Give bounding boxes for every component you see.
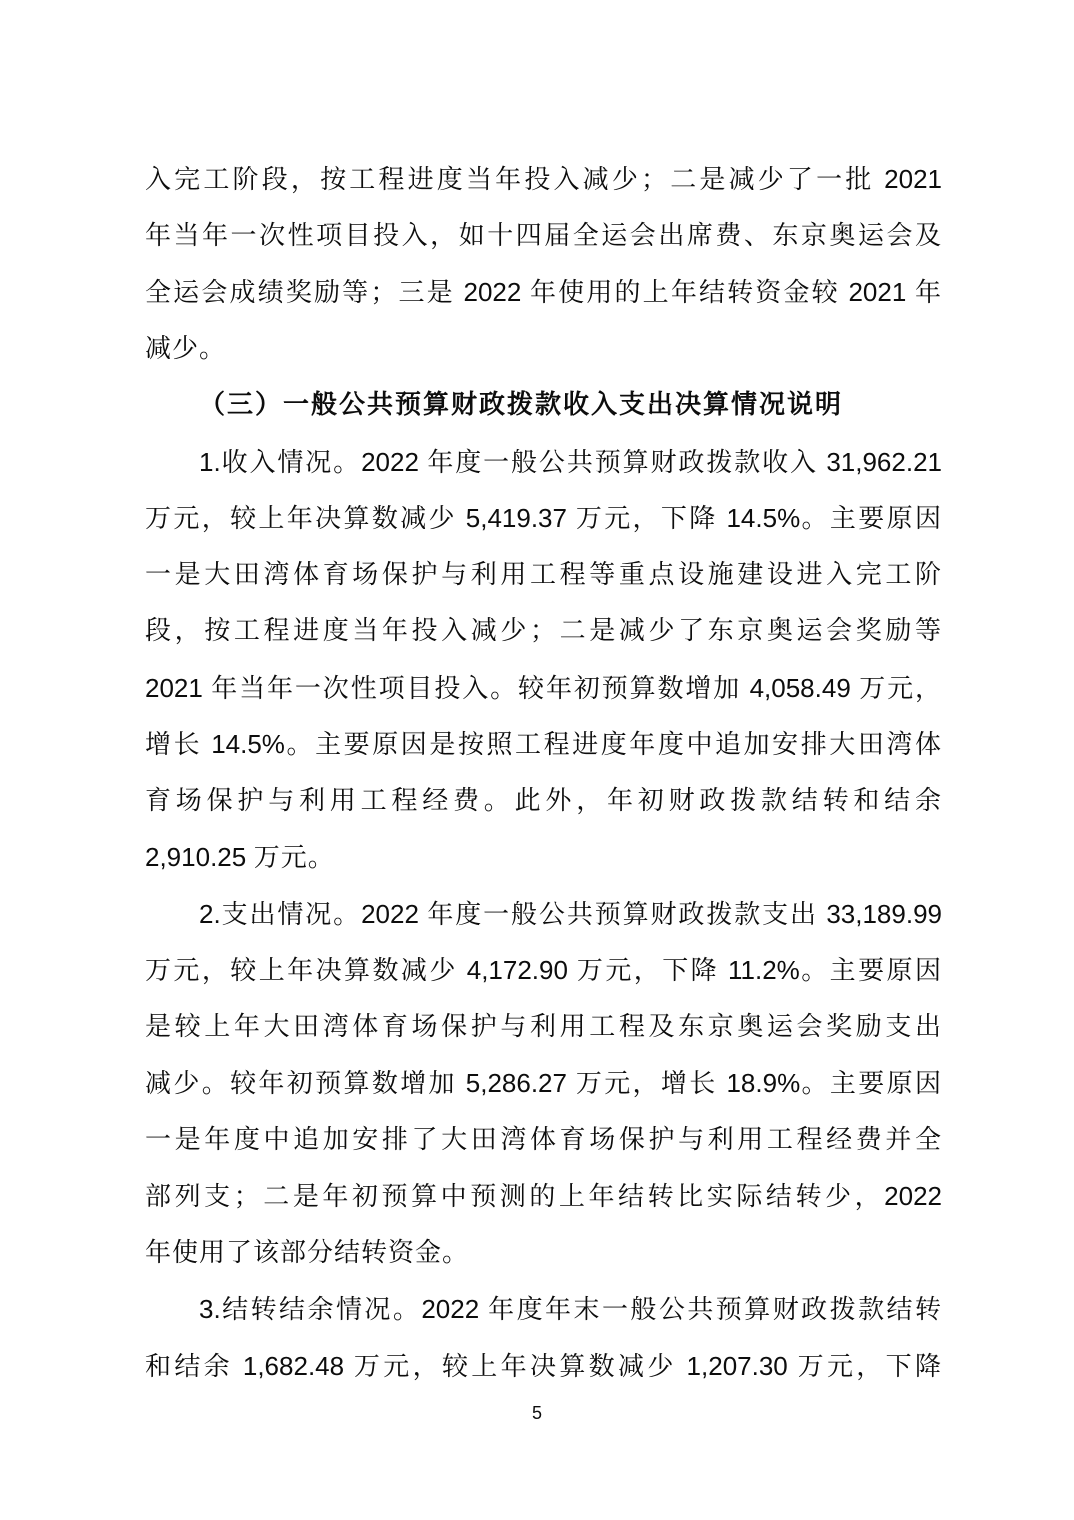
paragraph-line: 全运会成绩奖励等；三是 2022 年使用的上年结转资金较 2021 年 (145, 277, 942, 307)
paragraph-line: 年当年一次性项目投入，如十四届全运会出席费、东京奥运会及 (145, 220, 942, 250)
document-body (145, 151, 942, 1394)
paragraph-line: 一是年度中追加安排了大田湾体育场保护与利用工程经费并全 (145, 1124, 942, 1154)
paragraph-line: 部列支；二是年初预算中预测的上年结转比实际结转少，2022 (145, 1181, 942, 1211)
paragraph-line: 段，按工程进度当年投入减少；二是减少了东京奥运会奖励等 (145, 616, 942, 645)
page-number: 5 (531, 1403, 542, 1423)
paragraph-line: 一是大田湾体育场保护与利用工程等重点设施建设进入完工阶 (145, 559, 942, 589)
paragraph-line: 是较上年大田湾体育场保护与利用工程及东京奥运会奖励支出 (145, 1011, 942, 1041)
paragraph-line: 年使用了该部分结转资金。 (145, 1237, 470, 1267)
paragraph-line: 2.支出情况。2022 年度一般公共预算财政拨款支出 33,189.99 (199, 898, 942, 929)
paragraph-line: 万元，较上年决算数减少 4,172.90 万元，下降 11.2%。主要原因 (145, 955, 942, 985)
paragraph-line: 3.结转结余情况。2022 年度年末一般公共预算财政拨款结转 (199, 1294, 942, 1324)
paragraph-line: 入完工阶段，按工程进度当年投入减少；二是减少了一批 2021 (145, 164, 942, 194)
paragraph-line: 减少。 (145, 333, 227, 363)
paragraph-line: 和结余 1,682.48 万元，较上年决算数减少 1,207.30 万元，下降 (145, 1350, 942, 1381)
paragraph-line: 增长 14.5%。主要原因是按照工程进度年度中追加安排大田湾体 (145, 729, 942, 759)
paragraph-line: 1.收入情况。2022 年度一般公共预算财政拨款收入 31,962.21 (199, 446, 942, 477)
paragraph-line: 育场保护与利用工程经费。此外，年初财政拨款结转和结余 (145, 785, 942, 815)
section-heading: （三）一般公共预算财政拨款收入支出决算情况说明 (199, 390, 844, 419)
paragraph-line: 2,910.25 万元。 (145, 842, 335, 872)
paragraph-line: 万元，较上年决算数减少 5,419.37 万元，下降 14.5%。主要原因 (145, 503, 942, 533)
paragraph-line: 减少。较年初预算数增加 5,286.27 万元，增长 18.9%。主要原因 (145, 1068, 942, 1098)
paragraph-line: 2021 年当年一次性项目投入。较年初预算数增加 4,058.49 万元， (145, 672, 942, 703)
